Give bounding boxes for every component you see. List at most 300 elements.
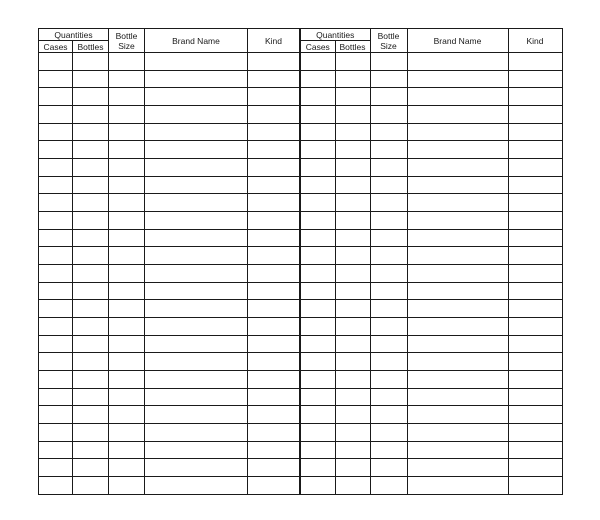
brand-name-cell[interactable] (407, 247, 508, 265)
cases-cell[interactable] (300, 459, 335, 477)
bottle-size-cell[interactable] (370, 371, 407, 389)
bottle-size-cell[interactable] (109, 229, 145, 247)
kind-cell[interactable] (248, 353, 300, 371)
form-row (39, 459, 300, 477)
bottles-cell[interactable] (335, 176, 370, 194)
bottle-size-cell[interactable] (109, 388, 145, 406)
cases-cell[interactable] (39, 371, 73, 389)
brand-name-cell[interactable] (407, 353, 508, 371)
bottles-cell[interactable] (73, 300, 109, 318)
bottle-size-cell[interactable] (109, 441, 145, 459)
inventory-table-right-container (299, 28, 561, 495)
bottles-cell[interactable] (335, 388, 370, 406)
bottles-cell[interactable] (73, 318, 109, 336)
cases-cell[interactable] (300, 441, 335, 459)
brand-name-cell[interactable] (145, 88, 248, 106)
bottles-cell[interactable] (335, 335, 370, 353)
form-row (39, 282, 300, 300)
bottle-size-cell[interactable] (370, 353, 407, 371)
kind-cell[interactable] (508, 141, 562, 159)
bottle-size-header-line2: Size (118, 40, 135, 51)
form-row (300, 229, 562, 247)
bottles-cell[interactable] (335, 70, 370, 88)
kind-cell[interactable] (508, 441, 562, 459)
bottle-size-cell[interactable] (370, 247, 407, 265)
bottle-size-cell[interactable] (370, 459, 407, 477)
bottle-size-cell[interactable] (109, 282, 145, 300)
cases-cell[interactable] (39, 459, 73, 477)
brand-name-cell[interactable] (407, 371, 508, 389)
form-row (39, 176, 300, 194)
cases-cell[interactable] (39, 229, 73, 247)
kind-cell[interactable] (508, 282, 562, 300)
kind-cell[interactable] (248, 229, 300, 247)
cases-cell[interactable] (300, 212, 335, 230)
brand-name-cell[interactable] (145, 371, 248, 389)
kind-cell[interactable] (508, 406, 562, 424)
form-row (39, 123, 300, 141)
bottles-cell[interactable] (73, 194, 109, 212)
bottles-cell[interactable] (335, 212, 370, 230)
form-row (39, 212, 300, 230)
cases-cell[interactable] (300, 371, 335, 389)
bottle-size-cell[interactable] (109, 53, 145, 71)
bottles-cell[interactable] (335, 318, 370, 336)
brand-name-cell[interactable] (407, 106, 508, 124)
brand-name-cell[interactable] (145, 388, 248, 406)
brand-name-cell[interactable] (145, 441, 248, 459)
kind-cell[interactable] (508, 70, 562, 88)
form-row (39, 106, 300, 124)
brand-name-cell[interactable] (407, 406, 508, 424)
bottle-size-cell[interactable] (370, 141, 407, 159)
brand-name-header: Brand Name (407, 29, 508, 53)
bottle-size-cell[interactable] (370, 318, 407, 336)
bottles-cell[interactable] (73, 88, 109, 106)
bottles-cell[interactable] (73, 229, 109, 247)
kind-cell[interactable] (508, 212, 562, 230)
cases-cell[interactable] (300, 123, 335, 141)
brand-name-cell[interactable] (407, 159, 508, 177)
bottles-cell[interactable] (335, 106, 370, 124)
cases-cell[interactable] (39, 424, 73, 442)
form-row (300, 335, 562, 353)
cases-cell[interactable] (39, 88, 73, 106)
kind-cell[interactable] (508, 318, 562, 336)
bottle-size-cell[interactable] (370, 212, 407, 230)
bottles-cell[interactable] (335, 53, 370, 71)
bottle-size-cell[interactable] (109, 212, 145, 230)
brand-name-cell[interactable] (145, 406, 248, 424)
brand-name-cell[interactable] (145, 194, 248, 212)
cases-cell[interactable] (300, 424, 335, 442)
bottles-cell[interactable] (73, 282, 109, 300)
bottles-cell[interactable] (335, 371, 370, 389)
cases-cell[interactable] (300, 265, 335, 283)
bottles-cell[interactable] (335, 194, 370, 212)
brand-name-cell[interactable] (145, 265, 248, 283)
cases-cell[interactable] (300, 406, 335, 424)
brand-name-cell[interactable] (407, 300, 508, 318)
cases-cell[interactable] (39, 388, 73, 406)
form-row (39, 159, 300, 177)
kind-cell[interactable] (248, 424, 300, 442)
kind-cell[interactable] (508, 459, 562, 477)
kind-cell[interactable] (508, 247, 562, 265)
brand-name-cell[interactable] (407, 88, 508, 106)
bottles-cell[interactable] (335, 123, 370, 141)
bottles-cell[interactable] (73, 176, 109, 194)
brand-name-cell[interactable] (407, 477, 508, 495)
bottles-cell[interactable] (335, 247, 370, 265)
form-row (300, 176, 562, 194)
inventory-table-left (38, 28, 300, 495)
kind-cell[interactable] (508, 477, 562, 495)
bottle-size-cell[interactable] (109, 371, 145, 389)
bottles-cell[interactable] (335, 229, 370, 247)
bottle-size-cell[interactable] (370, 265, 407, 283)
cases-cell[interactable] (39, 282, 73, 300)
bottle-size-cell[interactable] (109, 353, 145, 371)
brand-name-header: Brand Name (145, 29, 248, 53)
bottle-size-cell[interactable] (109, 477, 145, 495)
bottle-size-cell[interactable] (109, 141, 145, 159)
bottles-cell[interactable] (73, 265, 109, 283)
kind-cell[interactable] (248, 194, 300, 212)
bottles-cell[interactable] (335, 353, 370, 371)
cases-cell[interactable] (39, 335, 73, 353)
bottles-cell[interactable] (73, 424, 109, 442)
brand-name-cell[interactable] (407, 70, 508, 88)
bottle-size-header-line1: Bottle (115, 30, 138, 41)
brand-name-cell[interactable] (145, 247, 248, 265)
kind-cell[interactable] (248, 300, 300, 318)
bottle-size-cell[interactable] (370, 106, 407, 124)
bottle-size-cell[interactable] (109, 459, 145, 477)
kind-cell[interactable] (248, 247, 300, 265)
cases-cell[interactable] (39, 353, 73, 371)
cases-cell[interactable] (39, 141, 73, 159)
brand-name-cell[interactable] (145, 229, 248, 247)
bottles-cell[interactable] (335, 159, 370, 177)
cases-cell[interactable] (300, 282, 335, 300)
bottles-cell[interactable] (73, 335, 109, 353)
brand-name-cell[interactable] (145, 459, 248, 477)
bottle-size-cell[interactable] (370, 335, 407, 353)
cases-cell[interactable] (300, 229, 335, 247)
form-row (39, 265, 300, 283)
brand-name-cell[interactable] (145, 53, 248, 71)
bottle-size-header-line1: Bottle (377, 30, 400, 41)
kind-cell[interactable] (508, 371, 562, 389)
kind-cell[interactable] (508, 229, 562, 247)
bottles-cell[interactable] (335, 265, 370, 283)
form-row (300, 88, 562, 106)
bottle-size-cell[interactable] (370, 123, 407, 141)
kind-cell[interactable] (248, 123, 300, 141)
bottle-size-cell[interactable] (109, 194, 145, 212)
bottle-size-cell[interactable] (109, 424, 145, 442)
brand-name-cell[interactable] (407, 424, 508, 442)
kind-cell[interactable] (508, 335, 562, 353)
kind-cell[interactable] (248, 406, 300, 424)
kind-cell[interactable] (248, 141, 300, 159)
form-row (39, 300, 300, 318)
brand-name-cell[interactable] (407, 459, 508, 477)
kind-cell[interactable] (248, 53, 300, 71)
bottles-cell[interactable] (335, 424, 370, 442)
kind-cell[interactable] (248, 176, 300, 194)
bottle-size-cell[interactable] (370, 300, 407, 318)
bottles-header: Bottles (335, 41, 370, 53)
brand-name-cell[interactable] (145, 335, 248, 353)
form-row (300, 265, 562, 283)
kind-cell[interactable] (248, 106, 300, 124)
bottle-size-cell[interactable] (370, 477, 407, 495)
bottles-cell[interactable] (73, 477, 109, 495)
cases-cell[interactable] (39, 441, 73, 459)
form-row (300, 424, 562, 442)
bottle-size-header (109, 29, 145, 53)
bottles-cell[interactable] (73, 459, 109, 477)
kind-cell[interactable] (508, 194, 562, 212)
kind-cell[interactable] (248, 70, 300, 88)
cases-cell[interactable] (300, 194, 335, 212)
cases-cell[interactable] (300, 88, 335, 106)
form-row (300, 141, 562, 159)
form-row (39, 477, 300, 495)
bottle-size-cell[interactable] (109, 88, 145, 106)
brand-name-cell[interactable] (407, 265, 508, 283)
form-row (39, 388, 300, 406)
bottle-size-cell[interactable] (109, 335, 145, 353)
form-row (300, 194, 562, 212)
brand-name-cell[interactable] (145, 70, 248, 88)
brand-name-cell[interactable] (407, 176, 508, 194)
kind-cell[interactable] (508, 88, 562, 106)
bottles-cell[interactable] (335, 141, 370, 159)
cases-cell[interactable] (39, 477, 73, 495)
bottle-size-cell[interactable] (109, 406, 145, 424)
bottles-cell[interactable] (73, 406, 109, 424)
cases-cell[interactable] (39, 176, 73, 194)
cases-cell[interactable] (300, 335, 335, 353)
kind-cell[interactable] (248, 459, 300, 477)
brand-name-cell[interactable] (407, 282, 508, 300)
bottles-cell[interactable] (73, 123, 109, 141)
cases-cell[interactable] (300, 176, 335, 194)
brand-name-cell[interactable] (407, 141, 508, 159)
kind-cell[interactable] (248, 282, 300, 300)
cases-cell[interactable] (300, 70, 335, 88)
bottle-size-header (370, 29, 407, 53)
bottles-cell[interactable] (73, 53, 109, 71)
kind-cell[interactable] (508, 123, 562, 141)
brand-name-cell[interactable] (407, 194, 508, 212)
form-row (300, 70, 562, 88)
bottle-size-cell[interactable] (109, 265, 145, 283)
cases-cell[interactable] (39, 194, 73, 212)
kind-cell[interactable] (248, 441, 300, 459)
cases-cell[interactable] (39, 406, 73, 424)
form-row (300, 353, 562, 371)
cases-cell[interactable] (300, 141, 335, 159)
bottles-cell[interactable] (73, 247, 109, 265)
brand-name-cell[interactable] (145, 318, 248, 336)
bottle-size-cell[interactable] (109, 123, 145, 141)
bottle-size-cell[interactable] (370, 406, 407, 424)
form-row (300, 247, 562, 265)
brand-name-cell[interactable] (407, 335, 508, 353)
kind-cell[interactable] (508, 300, 562, 318)
brand-name-cell[interactable] (145, 123, 248, 141)
bottles-cell[interactable] (73, 353, 109, 371)
kind-cell[interactable] (508, 388, 562, 406)
bottles-cell[interactable] (73, 212, 109, 230)
brand-name-cell[interactable] (407, 318, 508, 336)
bottles-cell[interactable] (73, 441, 109, 459)
bottles-cell[interactable] (73, 106, 109, 124)
form-row (39, 194, 300, 212)
form-row (39, 318, 300, 336)
kind-cell[interactable] (248, 477, 300, 495)
cases-cell[interactable] (300, 300, 335, 318)
bottle-size-cell[interactable] (109, 159, 145, 177)
form-row (39, 335, 300, 353)
cases-cell[interactable] (39, 53, 73, 71)
quantities-header: Quantities (39, 29, 109, 41)
bottles-cell[interactable] (73, 159, 109, 177)
bottle-size-cell[interactable] (109, 318, 145, 336)
kind-cell[interactable] (248, 265, 300, 283)
brand-name-cell[interactable] (407, 53, 508, 71)
brand-name-cell[interactable] (145, 141, 248, 159)
bottles-cell[interactable] (73, 388, 109, 406)
kind-cell[interactable] (508, 176, 562, 194)
brand-name-cell[interactable] (145, 176, 248, 194)
cases-cell[interactable] (300, 247, 335, 265)
form-row (300, 300, 562, 318)
cases-cell[interactable] (300, 477, 335, 495)
bottle-size-cell[interactable] (109, 300, 145, 318)
form-row (300, 53, 562, 71)
brand-name-cell[interactable] (145, 159, 248, 177)
bottle-size-cell[interactable] (370, 176, 407, 194)
cases-cell[interactable] (300, 353, 335, 371)
bottles-cell[interactable] (73, 371, 109, 389)
bottle-size-cell[interactable] (109, 70, 145, 88)
form-row (39, 424, 300, 442)
bottle-size-cell[interactable] (370, 88, 407, 106)
bottle-size-cell[interactable] (370, 53, 407, 71)
kind-cell[interactable] (508, 106, 562, 124)
cases-cell[interactable] (39, 212, 73, 230)
bottle-size-cell[interactable] (370, 194, 407, 212)
kind-header: Kind (248, 29, 300, 53)
cases-cell[interactable] (39, 318, 73, 336)
bottles-cell[interactable] (335, 88, 370, 106)
brand-name-cell[interactable] (145, 282, 248, 300)
kind-cell[interactable] (508, 265, 562, 283)
cases-cell[interactable] (300, 53, 335, 71)
cases-cell[interactable] (300, 106, 335, 124)
kind-cell[interactable] (248, 388, 300, 406)
brand-name-cell[interactable] (145, 424, 248, 442)
cases-cell[interactable] (300, 159, 335, 177)
cases-cell[interactable] (39, 123, 73, 141)
brand-name-cell[interactable] (407, 123, 508, 141)
brand-name-cell[interactable] (145, 106, 248, 124)
cases-cell[interactable] (39, 247, 73, 265)
kind-cell[interactable] (248, 159, 300, 177)
bottle-size-cell[interactable] (370, 70, 407, 88)
bottle-size-cell[interactable] (370, 229, 407, 247)
bottles-cell[interactable] (335, 282, 370, 300)
kind-cell[interactable] (508, 159, 562, 177)
bottle-size-header-line2: Size (380, 40, 397, 51)
kind-cell[interactable] (508, 53, 562, 71)
bottles-cell[interactable] (335, 459, 370, 477)
brand-name-cell[interactable] (407, 229, 508, 247)
kind-cell[interactable] (508, 353, 562, 371)
inventory-table-left-container (38, 28, 299, 495)
kind-cell[interactable] (248, 335, 300, 353)
cases-cell[interactable] (39, 70, 73, 88)
form-row (300, 441, 562, 459)
bottles-cell[interactable] (335, 406, 370, 424)
cases-cell[interactable] (39, 300, 73, 318)
cases-header: Cases (39, 41, 73, 53)
kind-cell[interactable] (248, 371, 300, 389)
form-row (39, 141, 300, 159)
brand-name-cell[interactable] (407, 388, 508, 406)
bottle-size-cell[interactable] (370, 282, 407, 300)
bottle-size-cell[interactable] (370, 424, 407, 442)
bottles-cell[interactable] (335, 441, 370, 459)
cases-cell[interactable] (39, 265, 73, 283)
kind-cell[interactable] (248, 88, 300, 106)
bottle-size-cell[interactable] (370, 159, 407, 177)
brand-name-cell[interactable] (145, 477, 248, 495)
form-row (300, 371, 562, 389)
bottles-cell[interactable] (73, 141, 109, 159)
cases-cell[interactable] (300, 388, 335, 406)
kind-cell[interactable] (248, 318, 300, 336)
bottle-size-cell[interactable] (370, 388, 407, 406)
bottles-cell[interactable] (335, 300, 370, 318)
kind-cell[interactable] (508, 424, 562, 442)
inventory-table-left-body (39, 53, 300, 495)
bottle-size-cell[interactable] (370, 441, 407, 459)
brand-name-cell[interactable] (145, 353, 248, 371)
brand-name-cell[interactable] (145, 212, 248, 230)
brand-name-cell[interactable] (407, 212, 508, 230)
brand-name-cell[interactable] (145, 300, 248, 318)
bottles-header: Bottles (73, 41, 109, 53)
cases-header: Cases (300, 41, 335, 53)
brand-name-cell[interactable] (407, 441, 508, 459)
bottle-size-cell[interactable] (109, 247, 145, 265)
bottles-cell[interactable] (73, 70, 109, 88)
form-row (300, 388, 562, 406)
bottles-cell[interactable] (335, 477, 370, 495)
bottle-size-cell[interactable] (109, 106, 145, 124)
cases-cell[interactable] (39, 159, 73, 177)
bottle-size-cell[interactable] (109, 176, 145, 194)
cases-cell[interactable] (300, 318, 335, 336)
cases-cell[interactable] (39, 106, 73, 124)
kind-cell[interactable] (248, 212, 300, 230)
